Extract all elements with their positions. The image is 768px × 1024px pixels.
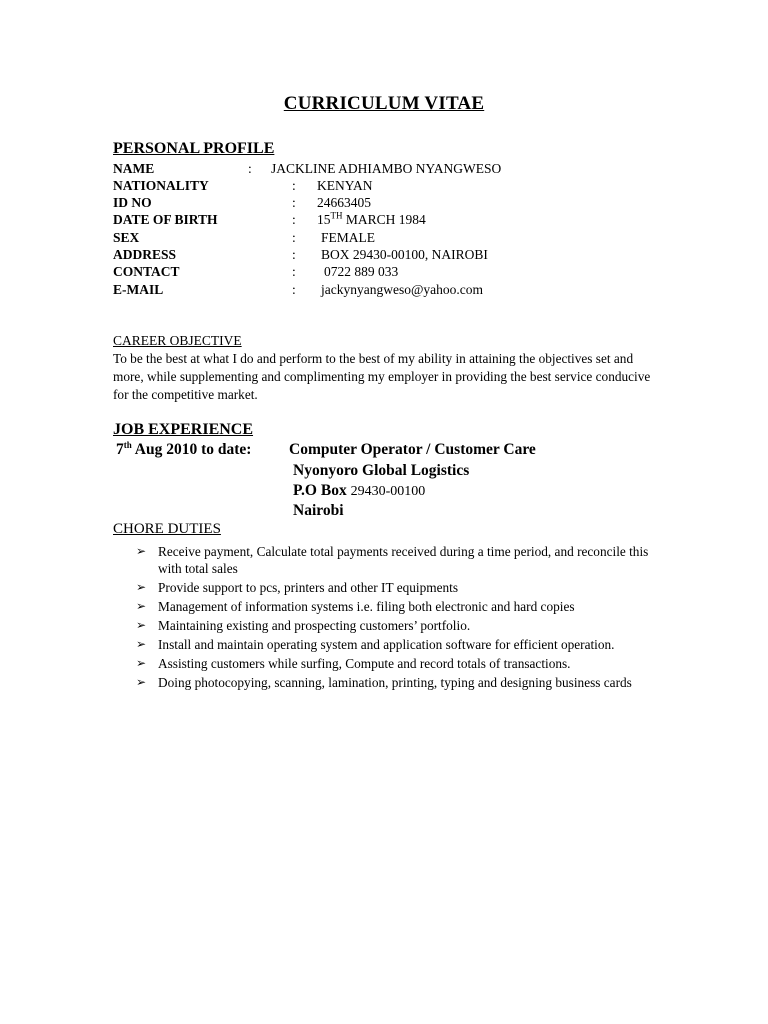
profile-value: JACKLINE ADHIAMBO NYANGWESO [271,161,502,176]
job-role: Computer Operator / Customer Care [289,441,536,458]
profile-label: ADDRESS [113,247,177,262]
profile-separator: : [292,282,296,297]
profile-separator: : [292,195,296,210]
profile-label: DATE OF BIRTH [113,212,218,227]
profile-label: SEX [113,230,140,245]
list-item: ➢ Receive payment, Calculate total payments received during a time period, and reconcile this with total sales [136,544,649,576]
profile-label: ID NO [113,195,152,210]
arrow-bullet-icon: ➢ [136,544,147,558]
job-experience-heading: JOB EXPERIENCE [113,421,254,438]
arrow-bullet-icon: ➢ [136,618,147,632]
list-item: ➢ Provide support to pcs, printers and other IT equipments [136,580,458,595]
profile-label: NATIONALITY [113,178,209,193]
document-title: CURRICULUM VITAE [283,93,485,114]
job-date-range: 7th Aug 2010 to date: [116,439,252,458]
list-item: ➢ Management of information systems i.e. filing both electronic and hard copies [136,599,575,614]
profile-separator: : [292,212,296,227]
profile-label: NAME [113,161,155,176]
profile-label: E-MAIL [113,282,164,297]
list-item: ➢ Maintaining existing and prospecting customers’ portfolio. [136,618,471,633]
profile-value: 15TH MARCH 1984 [317,210,426,227]
email-value: jackynyangweso@yahoo.com [321,282,484,297]
profile-separator: : [292,230,296,245]
profile-label: CONTACT [113,264,180,279]
list-item: ➢ Install and maintain operating system and application software for efficient operation. [136,637,615,652]
profile-value: 0722 889 033 [324,264,399,279]
job-po-box: P.O Box 29430-00100 [293,482,426,499]
arrow-bullet-icon: ➢ [136,637,147,651]
profile-separator: : [292,247,296,262]
profile-value: FEMALE [321,230,375,245]
duties-list [136,543,666,693]
profile-value: KENYAN [317,178,373,193]
personal-profile-heading: PERSONAL PROFILE [113,140,275,157]
list-item: ➢ Assisting customers while surfing, Compute and record totals of transactions. [136,656,571,671]
job-company: Nyonyoro Global Logistics [293,462,470,479]
profile-separator: : [292,264,296,279]
profile-separator: : [292,178,296,193]
career-objective-text: To be the best at what I do and perform to the best of my ability in attaining the objectives set and more, while supplementing and complimenting my employer in providing the best service conducive for the competitive market. [113,351,651,402]
profile-value: BOX 29430-00100, NAIROBI [321,247,488,262]
career-objective-heading: CAREER OBJECTIVE [113,333,242,348]
arrow-bullet-icon: ➢ [136,675,147,689]
arrow-bullet-icon: ➢ [136,656,147,670]
arrow-bullet-icon: ➢ [136,580,147,594]
chore-duties-heading: CHORE DUTIES [113,521,221,537]
profile-separator: : [248,161,252,176]
arrow-bullet-icon: ➢ [136,599,147,613]
job-city: Nairobi [293,502,344,519]
profile-value: 24663405 [317,195,371,210]
list-item: ➢ Doing photocopying, scanning, lamination, printing, typing and designing business cards [136,675,632,690]
